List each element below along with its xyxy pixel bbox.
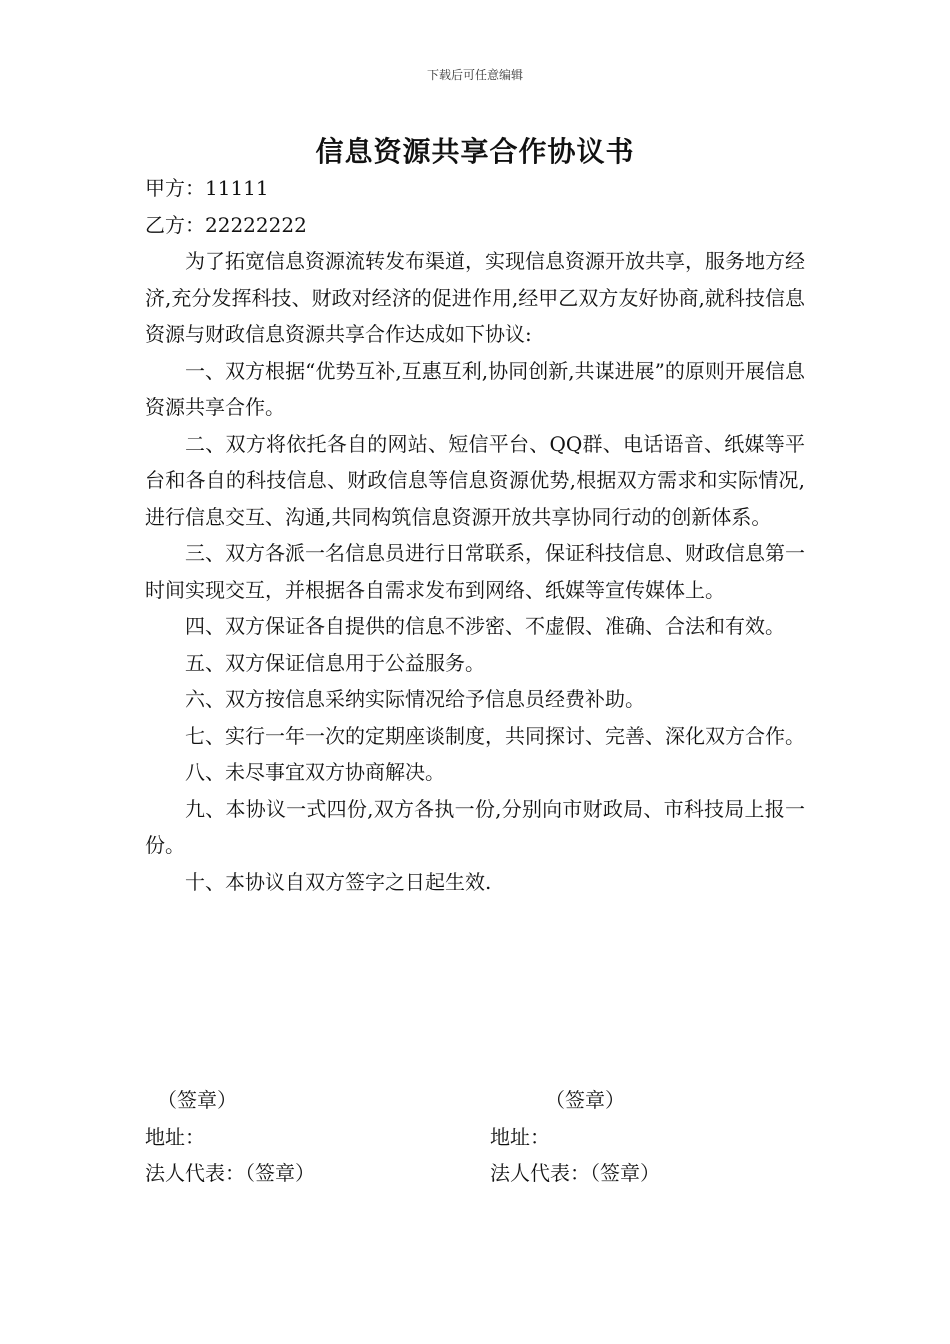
clause-6: 六、双方按信息采纳实际情况给予信息员经费补助。 <box>185 687 645 711</box>
party-a-legal-rep: 法人代表：（签章） <box>145 1161 315 1185</box>
party-b-legal-rep: 法人代表：（签章） <box>490 1161 660 1185</box>
address-row <box>145 1119 805 1156</box>
party-b-seal: （签章） <box>545 1088 625 1112</box>
party-b-address: 地址： <box>490 1124 550 1149</box>
party-a-seal: （签章） <box>157 1088 237 1112</box>
signature-block <box>145 1082 805 1192</box>
party-b: 乙方：22222222 <box>145 212 307 237</box>
legal-rep-row <box>145 1155 805 1192</box>
party-a: 甲方：11111 <box>145 176 269 200</box>
clause-5: 五、双方保证信息用于公益服务。 <box>185 650 485 675</box>
header-note: 下载后可任意编辑 <box>426 68 523 82</box>
clause-3: 三、双方各派一名信息员进行日常联系，保证科技信息、财政信息第一时间实现交互，并根据各自需求发布到网络、纸媒等宣传媒体上。 <box>145 541 805 602</box>
seal-row <box>145 1082 805 1119</box>
clause-1: 一、双方根据“优势互补,互惠互利,协同创新,共谋进展”的原则开展信息资源共享合作。 <box>145 358 805 419</box>
intro-paragraph: 为了拓宽信息资源流转发布渠道，实现信息资源开放共享，服务地方经济,充分发挥科技、财政对经济的促进作用,经甲乙双方友好协商,就科技信息资源与财政信息资源共享合作达成如下协议: <box>145 249 805 346</box>
clause-8: 八、未尽事宜双方协商解决。 <box>185 760 445 784</box>
clause-2: 二、双方将依托各自的网站、短信平台、QQ群、电话语音、纸媒等平台和各自的科技信息、财政信息等信息资源优势,根据双方需求和实际情况,进行信息交互、沟通,共同构筑信息资源开放共享协同行动的创新体系。 <box>145 431 805 529</box>
party-a-address: 地址： <box>145 1124 205 1149</box>
agreement-body <box>145 170 805 900</box>
document-title: 信息资源共享合作协议书 <box>315 135 635 168</box>
clause-10: 十、本协议自双方签字之日起生效. <box>185 869 492 894</box>
clause-4: 四、双方保证各自提供的信息不涉密、不虚假、准确、合法和有效。 <box>185 614 785 638</box>
clause-9: 九、本协议一式四份,双方各执一份,分别向市财政局、市科技局上报一份。 <box>145 796 805 857</box>
clause-7: 七、实行一年一次的定期座谈制度，共同探讨、完善、深化双方合作。 <box>185 723 805 748</box>
